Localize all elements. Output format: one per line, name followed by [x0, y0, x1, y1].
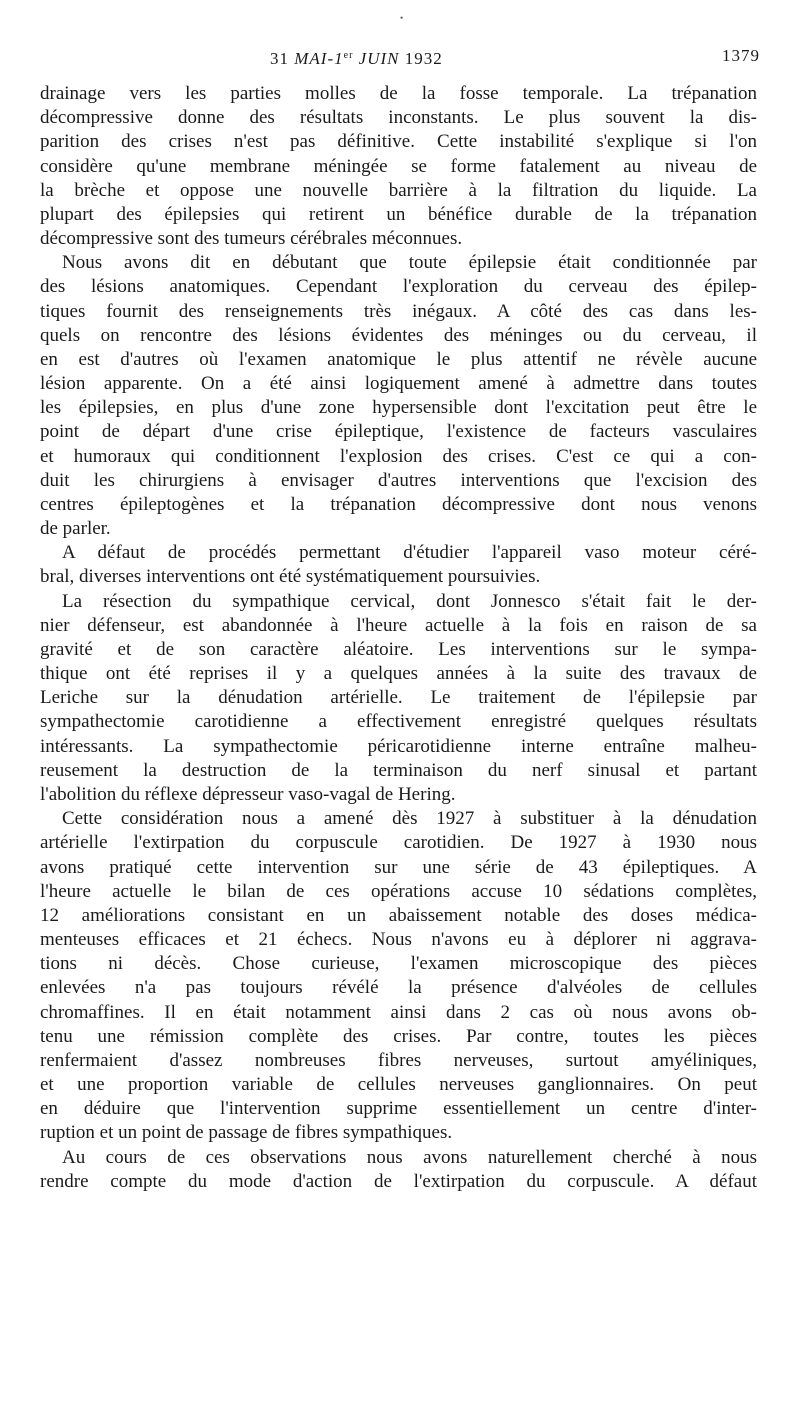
text-line: plupart des épilepsies qui retirent un bénéfice durable de la trépanation [40, 203, 757, 225]
text-line: thique ont été reprises il y a quelques années à la suite des travaux de [40, 663, 757, 685]
text-line: 12 améliorations consistant en un abaissement notable des doses médica- [40, 904, 757, 926]
text-line: rendre compte du mode d'action de l'extirpation du corpuscule. A défaut [40, 1170, 757, 1192]
header-date-day: 31 [270, 49, 295, 68]
text-line: l'abolition du réflexe dépresseur vaso-vagal de Hering. [40, 783, 456, 805]
running-header [0, 44, 800, 68]
text-line: en est d'autres où l'examen anatomique le plus attentif ne révèle aucune [40, 348, 757, 370]
print-mark: • [400, 13, 404, 23]
text-line: artérielle l'extirpation du corpuscule carotidien. De 1927 à 1930 nous [40, 832, 757, 854]
header-date [270, 44, 443, 71]
body-text [40, 82, 757, 1194]
text-line: Cette considération nous a amené dès 1927 à substituer à la dénudation [62, 808, 757, 830]
text-line: chromaffines. Il en était notamment ainsi dans 2 cas où nous avons ob- [40, 1001, 757, 1023]
text-line: Leriche sur la dénudation artérielle. Le traitement de l'épilepsie par [40, 687, 757, 709]
text-line: tiques fournit des renseignements très inégaux. A côté des cas dans les- [40, 300, 757, 322]
text-line: intéressants. La sympathectomie péricarotidienne interne entraîne malheu- [40, 735, 757, 757]
text-line: tenu une rémission complète des crises. Par contre, toutes les pièces [40, 1025, 757, 1047]
text-line: point de départ d'une crise épileptique, l'existence de facteurs vasculaires [40, 421, 757, 443]
text-line: décompressive sont des tumeurs cérébrales méconnues. [40, 228, 463, 250]
text-line: Nous avons dit en débutant que toute épilepsie était conditionnée par [62, 252, 757, 274]
text-line: reusement la destruction de la terminaison du nerf sinusal et partant [40, 759, 757, 781]
header-date-superscript: er [343, 50, 354, 61]
header-date-month-1: MAI-1 [294, 49, 344, 68]
text-line: drainage vers les parties molles de la fosse temporale. La trépanation [40, 83, 757, 104]
text-line: La résection du sympathique cervical, dont Jonnesco s'était fait le der- [62, 590, 757, 612]
text-line: considère qu'une membrane méningée se forme fatalement au niveau de [40, 155, 757, 177]
text-line: en déduire que l'intervention supprime essentiellement un centre d'inter- [40, 1098, 757, 1120]
text-line: et humoraux qui conditionnent l'explosion des crises. C'est ce qui a con- [40, 445, 757, 467]
text-line: la brèche et oppose une nouvelle barrière à la filtration du liquide. La [40, 179, 757, 201]
header-date-month-2: JUIN [353, 49, 400, 68]
text-line: ruption et un point de passage de fibres sympathiques. [40, 1122, 453, 1144]
text-line: A défaut de procédés permettant d'étudier l'appareil vaso moteur céré- [62, 542, 757, 564]
text-line: menteuses efficaces et 21 échecs. Nous n'avons eu à déplorer ni aggrava- [40, 929, 757, 951]
text-line: centres épileptogènes et la trépanation décompressive dont nous venons [40, 493, 757, 515]
text-line: des lésions anatomiques. Cependant l'exploration du cerveau des épilep- [40, 276, 757, 298]
text-line: gravité et de son caractère aléatoire. Les interventions sur le sympa- [40, 638, 757, 660]
text-line: décompressive donne des résultats inconstants. Le plus souvent la dis- [40, 107, 757, 129]
text-line: bral, diverses interventions ont été systématiquement poursuivies. [40, 566, 541, 588]
text-line: tions ni décès. Chose curieuse, l'examen microscopique des pièces [40, 953, 757, 975]
text-line: duit les chirurgiens à envisager d'autres interventions que l'excision des [40, 469, 757, 491]
text-line: renfermaient d'assez nombreuses fibres nerveuses, surtout amyéliniques, [40, 1049, 757, 1071]
text-line: les épilepsies, en plus d'une zone hypersensible dont l'excitation peut être le [40, 397, 757, 419]
text-line: parition des crises n'est pas définitive. Cette instabilité s'explique si l'on [40, 131, 757, 153]
text-line: quels on rencontre des lésions évidentes des méninges ou du cerveau, il [40, 324, 757, 346]
text-line: avons pratiqué cette intervention sur une série de 43 épileptiques. A [40, 856, 757, 878]
text-line: et une proportion variable de cellules nerveuses ganglionnaires. On peut [40, 1074, 757, 1096]
text-line: enlevées n'a pas toujours révélé la présence d'alvéoles de cellules [40, 977, 757, 999]
text-line: nier défenseur, est abandonnée à l'heure actuelle à la fois en raison de sa [40, 614, 757, 636]
text-line: lésion apparente. On a été ainsi logiquement amené à admettre dans toutes [40, 373, 757, 395]
text-line: sympathectomie carotidienne a effectivement enregistré quelques résultats [40, 711, 757, 733]
header-date-year: 1932 [399, 49, 443, 68]
page-number: 1379 [722, 46, 760, 65]
text-line: de parler. [40, 518, 111, 540]
text-line: Au cours de ces observations nous avons naturellement cherché à nous [62, 1146, 757, 1168]
text-line: l'heure actuelle le bilan de ces opérations accuse 10 sédations complètes, [40, 880, 757, 902]
